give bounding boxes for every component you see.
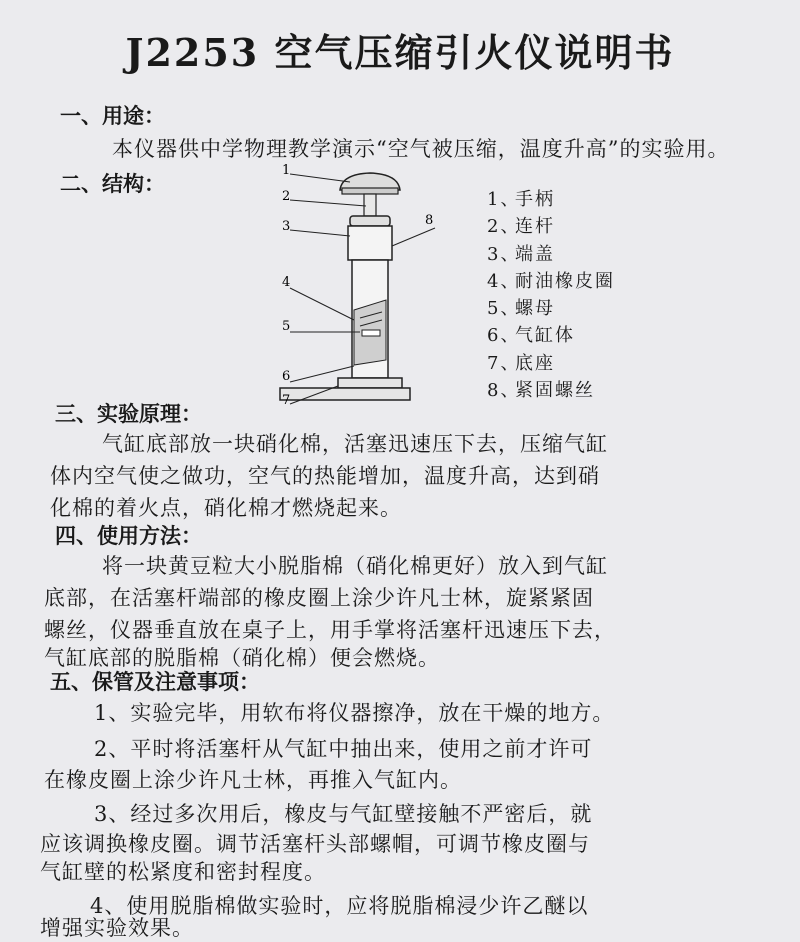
method-line-2: 底部，在活塞杆端部的橡皮圈上涂少许凡士林，旋紧紧固 (44, 586, 594, 610)
section-heading-care: 五、保管及注意事项： (50, 669, 260, 694)
list-item: 8、紧固螺丝 (487, 380, 595, 402)
diagram-label-2: 2 (282, 189, 291, 204)
upper-body-shape (348, 226, 392, 260)
care-line-5: 应该调换橡皮圈。调节活塞杆头部螺帽，可调节橡皮圈与 (40, 832, 590, 856)
diagram-label-3: 3 (282, 219, 291, 234)
method-line-1: 将一块黄豆粒大小脱脂棉（硝化棉更好）放入到气缸 (102, 554, 608, 578)
principle-line-2: 体内空气使之做功，空气的热能增加，温度升高，达到硝 (50, 464, 600, 488)
care-line-1: 1、实验完毕，用软布将仪器擦净，放在干燥的地方。 (94, 701, 615, 725)
list-item: 2、连杆 (487, 216, 555, 238)
principle-line-3: 化棉的着火点，硝化棉才燃烧起来。 (50, 496, 402, 520)
base-shape (280, 388, 410, 400)
base-upper-shape (338, 378, 402, 388)
list-item: 5、螺母 (487, 298, 555, 320)
end-cap-shape (350, 216, 390, 226)
care-line-6: 气缸壁的松紧度和密封程度。 (40, 860, 326, 884)
care-line-3: 在橡皮圈上涂少许凡士林，再推入气缸内。 (44, 768, 462, 792)
care-line-7: 4、使用脱脂棉做实验时，应将脱脂棉浸少许乙醚以 (90, 894, 589, 918)
rod-shape (364, 194, 376, 216)
diagram-label-6: 6 (282, 369, 291, 384)
list-item: 1、手柄 (487, 189, 555, 210)
list-item: 6、气缸体 (487, 325, 575, 347)
diagram-label-5: 5 (282, 319, 291, 334)
principle-line-1: 气缸底部放一块硝化棉，活塞迅速压下去，压缩气缸 (102, 432, 608, 456)
page-title: J2253 空气压缩引火仪说明书 (125, 30, 675, 75)
list-item: 4、耐油橡皮圈 (487, 270, 615, 292)
diagram-label-4: 4 (282, 275, 291, 290)
care-line-2: 2、平时将活塞杆从气缸中抽出来，使用之前才许可 (94, 737, 593, 761)
method-line-3: 螺丝，仪器垂直放在桌子上，用手掌将活塞杆迅速压下去， (44, 618, 616, 642)
diagram-label-8: 8 (425, 213, 434, 228)
handle-base (342, 188, 398, 194)
care-line-4: 3、经过多次用后，橡皮与气缸壁接触不严密后，就 (94, 802, 593, 826)
section-heading-principle: 三、实验原理： (55, 401, 202, 426)
section-heading-structure: 二、结构： (60, 171, 165, 196)
parts-list (487, 186, 615, 404)
section-heading-usage-method: 四、使用方法： (55, 523, 202, 548)
list-item: 3、端盖 (487, 243, 555, 265)
method-line-4: 气缸底部的脱脂棉（硝化棉）便会燃烧。 (44, 646, 440, 670)
list-item: 7、底座 (487, 352, 555, 374)
section-heading-usage: 一、用途： (60, 103, 165, 128)
usage-line-1: 本仪器供中学物理教学演示“空气被压缩，温度升高”的实验用。 (112, 137, 730, 161)
care-line-8: 增强实验效果。 (40, 916, 194, 940)
diagram-label-1: 1 (282, 163, 291, 178)
diagram-label-7: 7 (282, 393, 291, 408)
apparatus-diagram (270, 160, 440, 410)
